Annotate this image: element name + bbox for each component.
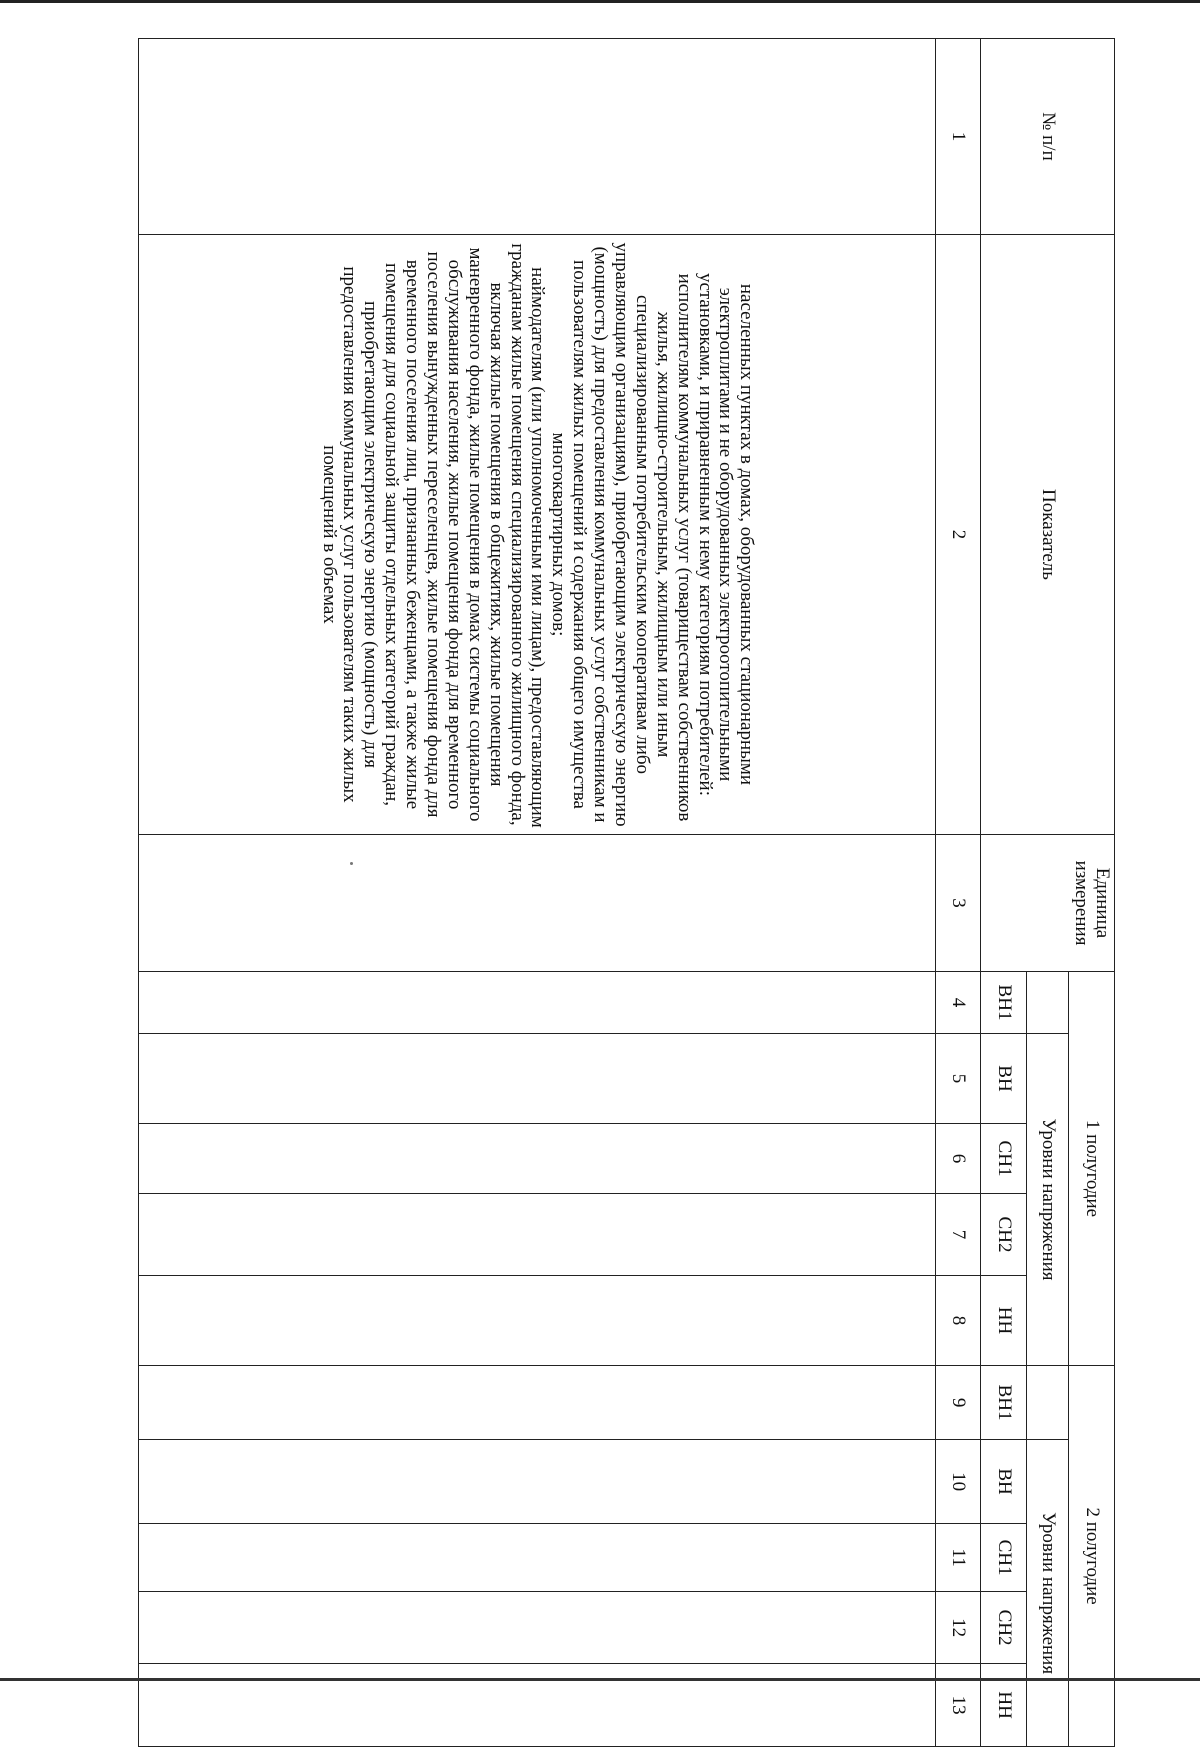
value-cell (139, 1034, 936, 1124)
header-voltage-levels-2: Уровни напряжения (1027, 1440, 1069, 1747)
header-level-vn1-2: ВН1 (981, 1366, 1027, 1440)
description-paragraph: населенных пунктах в домах, оборудованных стационарными электроплитами и не оборудованных электроотопительными установками, и приравненным к нему категориям потребителей: (694, 272, 758, 797)
header-level-vn-2: ВН (981, 1440, 1027, 1524)
scan-speck (350, 862, 353, 865)
column-number: 3 (936, 835, 981, 972)
value-cell (139, 1276, 936, 1366)
value-cell (139, 1524, 936, 1592)
column-number: 7 (936, 1194, 981, 1276)
column-number: 13 (936, 1664, 981, 1747)
header-level-nn-2: НН (981, 1664, 1027, 1747)
header-level-vn1-1: ВН1 (981, 972, 1027, 1034)
header-half2-blank (1027, 1366, 1069, 1440)
description-paragraph: наймодателям (или уполномоченным ими лицам), предоставляющим гражданам жилые помещения специализированного жилищного фонда, включая жилые помещения в общежитиях, жилые помещения маневренного фонда, жилые помещения в домах системы социального обслуживания населения, жилые помещения фонда для временного поселения вынужденных переселенцев, жилые помещения фонда для временного поселения лиц, признанных беженцами, а также жилые помещения для социальной защиты отдельных категорий граждан, приобретающим электрическую энергию (мощность) для предоставления коммунальных услуг пользователям таких жилых помещений в объемах (318, 243, 549, 828)
column-number: 9 (936, 1366, 981, 1440)
header-level-sn1-2: СН1 (981, 1524, 1027, 1592)
column-number: 10 (936, 1440, 981, 1524)
value-cell (139, 1124, 936, 1194)
value-cell (139, 1366, 936, 1440)
header-level-sn2-1: СН2 (981, 1194, 1027, 1276)
header-half1-blank (1027, 972, 1069, 1034)
tariff-table (138, 38, 1115, 1747)
column-number: 5 (936, 1034, 981, 1124)
column-number: 6 (936, 1124, 981, 1194)
header-level-sn2-2: СН2 (981, 1592, 1027, 1664)
value-cell (139, 1664, 936, 1747)
column-number: 4 (936, 972, 981, 1034)
column-number: 1 (936, 39, 981, 235)
bottom-scan-edge (0, 1678, 1200, 1681)
header-level-nn-1: НН (981, 1276, 1027, 1366)
value-cell (139, 1440, 936, 1524)
rotated-page (138, 38, 1115, 1719)
value-cell (139, 1194, 936, 1276)
column-number: 8 (936, 1276, 981, 1366)
column-number: 11 (936, 1524, 981, 1592)
top-scan-edge (0, 0, 1200, 3)
value-cell (139, 835, 936, 972)
header-unit: Единица измерения (981, 835, 1115, 972)
value-cell (139, 972, 936, 1034)
column-number: 12 (936, 1592, 981, 1664)
header-half1: 1 полугодие (1069, 972, 1115, 1366)
header-level-vn-1: ВН (981, 1034, 1027, 1124)
row-num (139, 39, 936, 235)
header-half2: 2 полугодие (1069, 1366, 1115, 1747)
header-indicator: Показатель (981, 235, 1115, 835)
header-voltage-levels-1: Уровни напряжения (1027, 1034, 1069, 1366)
header-num: № п/п (981, 39, 1115, 235)
value-cell (139, 1592, 936, 1664)
column-number: 2 (936, 235, 981, 835)
header-level-sn1-1: СН1 (981, 1124, 1027, 1194)
description-paragraph: исполнителям коммунальных услуг (товариществам собственников жилья, жилищно-строительным, жилищным или иным специализированным потребительским кооперативам либо управляющим организациям), приобретающим электрическую энергию (мощность) для предоставления коммунальных услуг собственникам и пользователям жилых помещений и содержания общего имущества многоквартирных домов; (548, 242, 695, 827)
row-description (139, 235, 936, 835)
